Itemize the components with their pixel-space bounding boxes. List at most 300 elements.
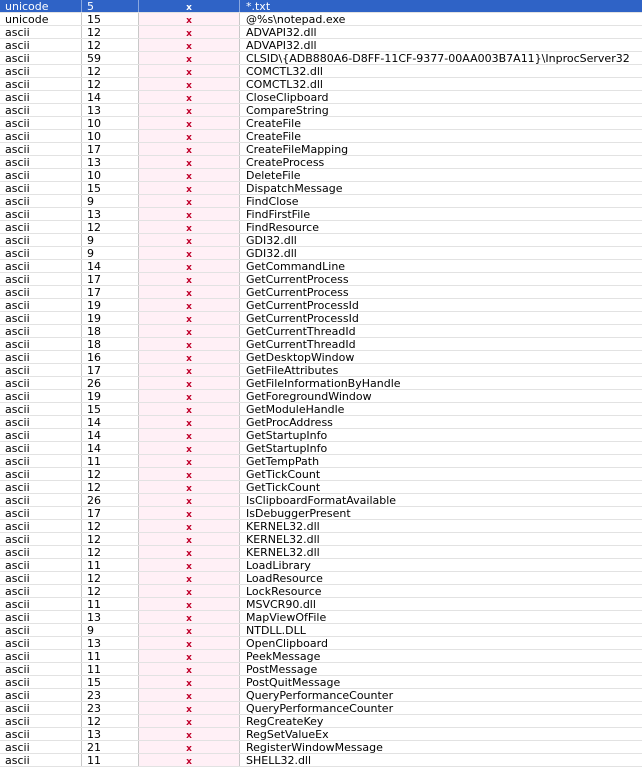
string-type-cell: ascii xyxy=(0,299,82,311)
string-type-cell: ascii xyxy=(0,195,82,207)
x-mark-icon: x xyxy=(186,81,192,90)
string-row[interactable] xyxy=(0,455,642,468)
string-value-cell: RegCreateKey xyxy=(246,715,324,727)
x-mark-icon: x xyxy=(186,510,192,519)
string-type-cell: ascii xyxy=(0,611,82,623)
string-length-cell: 17 xyxy=(82,364,139,376)
string-length-cell: 12 xyxy=(82,468,139,480)
flag-cell xyxy=(139,650,240,662)
flag-cell xyxy=(139,78,240,90)
string-length-cell: 11 xyxy=(82,754,139,766)
string-row[interactable] xyxy=(0,91,642,104)
x-mark-icon: x xyxy=(186,55,192,64)
flag-cell xyxy=(139,364,240,376)
x-mark-icon: x xyxy=(186,159,192,168)
string-row[interactable] xyxy=(0,559,642,572)
flag-cell xyxy=(139,0,240,12)
x-mark-icon: x xyxy=(186,276,192,285)
string-value-cell: GetCurrentThreadId xyxy=(246,338,356,350)
x-mark-icon: x xyxy=(186,172,192,181)
string-type-cell: ascii xyxy=(0,559,82,571)
string-value-cell: QueryPerformanceCounter xyxy=(246,702,394,714)
string-length-cell: 14 xyxy=(82,442,139,454)
string-value-cell: KERNEL32.dll xyxy=(246,520,320,532)
string-value-cell: PostMessage xyxy=(246,663,318,675)
string-row[interactable] xyxy=(0,0,642,13)
string-value-cell: GetFileInformationByHandle xyxy=(246,377,401,389)
string-value-cell: GetCurrentThreadId xyxy=(246,325,356,337)
string-row[interactable] xyxy=(0,182,642,195)
string-length-cell: 13 xyxy=(82,208,139,220)
x-mark-icon: x xyxy=(186,198,192,207)
string-type-cell: ascii xyxy=(0,442,82,454)
string-row[interactable] xyxy=(0,52,642,65)
string-row[interactable] xyxy=(0,442,642,455)
string-row[interactable] xyxy=(0,507,642,520)
string-length-cell: 14 xyxy=(82,91,139,103)
string-value-cell: NTDLL.DLL xyxy=(246,624,306,636)
flag-cell xyxy=(139,234,240,246)
x-mark-icon: x xyxy=(186,406,192,415)
string-value-cell: GetStartupInfo xyxy=(246,442,328,454)
string-type-cell: ascii xyxy=(0,221,82,233)
flag-cell xyxy=(139,182,240,194)
string-value-cell: COMCTL32.dll xyxy=(246,78,323,90)
string-length-cell: 12 xyxy=(82,533,139,545)
string-type-cell: ascii xyxy=(0,572,82,584)
string-row[interactable] xyxy=(0,39,642,52)
flag-cell xyxy=(139,143,240,155)
string-length-cell: 10 xyxy=(82,169,139,181)
string-row[interactable] xyxy=(0,390,642,403)
x-mark-icon: x xyxy=(186,731,192,740)
x-mark-icon: x xyxy=(186,393,192,402)
string-type-cell: ascii xyxy=(0,65,82,77)
x-mark-icon: x xyxy=(186,211,192,220)
string-type-cell: ascii xyxy=(0,650,82,662)
string-type-cell: ascii xyxy=(0,754,82,766)
string-value-cell: GetCurrentProcessId xyxy=(246,312,359,324)
string-length-cell: 14 xyxy=(82,260,139,272)
string-value-cell: LoadLibrary xyxy=(246,559,311,571)
string-value-cell: CreateFileMapping xyxy=(246,143,349,155)
string-length-cell: 12 xyxy=(82,39,139,51)
x-mark-icon: x xyxy=(186,29,192,38)
flag-cell xyxy=(139,585,240,597)
string-row[interactable] xyxy=(0,208,642,221)
string-length-cell: 13 xyxy=(82,156,139,168)
x-mark-icon: x xyxy=(186,549,192,558)
string-row[interactable] xyxy=(0,650,642,663)
string-row[interactable] xyxy=(0,468,642,481)
flag-cell xyxy=(139,338,240,350)
x-mark-icon: x xyxy=(186,627,192,636)
string-type-cell: ascii xyxy=(0,325,82,337)
flag-cell xyxy=(139,91,240,103)
x-mark-icon: x xyxy=(186,146,192,155)
string-value-cell: CreateFile xyxy=(246,130,301,142)
string-value-cell: RegSetValueEx xyxy=(246,728,329,740)
string-value-cell: GetTempPath xyxy=(246,455,320,467)
string-value-cell: GetTickCount xyxy=(246,481,321,493)
flag-cell xyxy=(139,546,240,558)
string-type-cell: ascii xyxy=(0,481,82,493)
string-row[interactable] xyxy=(0,403,642,416)
string-type-cell: ascii xyxy=(0,715,82,727)
string-length-cell: 13 xyxy=(82,637,139,649)
string-length-cell: 19 xyxy=(82,299,139,311)
string-value-cell: CLSID\{ADB880A6-D8FF-11CF-9377-00AA003B7A11}\InprocServer32 xyxy=(246,52,630,64)
flag-cell xyxy=(139,312,240,324)
string-value-cell: MSVCR90.dll xyxy=(246,598,316,610)
string-row[interactable] xyxy=(0,260,642,273)
string-type-cell: ascii xyxy=(0,52,82,64)
flag-cell xyxy=(139,403,240,415)
string-value-cell: GDI32.dll xyxy=(246,247,297,259)
flag-cell xyxy=(139,572,240,584)
string-row[interactable] xyxy=(0,377,642,390)
x-mark-icon: x xyxy=(186,120,192,129)
string-type-cell: ascii xyxy=(0,377,82,389)
x-mark-icon: x xyxy=(186,757,192,766)
flag-cell xyxy=(139,637,240,649)
flag-cell xyxy=(139,52,240,64)
string-length-cell: 12 xyxy=(82,585,139,597)
string-length-cell: 12 xyxy=(82,715,139,727)
flag-cell xyxy=(139,520,240,532)
string-length-cell: 19 xyxy=(82,312,139,324)
string-row[interactable] xyxy=(0,221,642,234)
string-row[interactable] xyxy=(0,637,642,650)
string-type-cell: ascii xyxy=(0,182,82,194)
string-type-cell: ascii xyxy=(0,689,82,701)
string-length-cell: 13 xyxy=(82,611,139,623)
string-value-cell: GetTickCount xyxy=(246,468,321,480)
string-row[interactable] xyxy=(0,598,642,611)
string-length-cell: 26 xyxy=(82,377,139,389)
x-mark-icon: x xyxy=(186,94,192,103)
x-mark-icon: x xyxy=(186,484,192,493)
string-type-cell: ascii xyxy=(0,351,82,363)
string-row[interactable] xyxy=(0,663,642,676)
string-row[interactable] xyxy=(0,676,642,689)
string-row[interactable] xyxy=(0,156,642,169)
string-row[interactable] xyxy=(0,169,642,182)
string-row[interactable] xyxy=(0,234,642,247)
string-type-cell: ascii xyxy=(0,494,82,506)
flag-cell xyxy=(139,507,240,519)
string-value-cell: IsDebuggerPresent xyxy=(246,507,351,519)
string-row[interactable] xyxy=(0,273,642,286)
string-value-cell: GetModuleHandle xyxy=(246,403,345,415)
string-length-cell: 15 xyxy=(82,13,139,25)
string-row[interactable] xyxy=(0,624,642,637)
string-type-cell: ascii xyxy=(0,663,82,675)
string-row[interactable] xyxy=(0,741,642,754)
flag-cell xyxy=(139,494,240,506)
flag-cell xyxy=(139,741,240,753)
string-row[interactable] xyxy=(0,689,642,702)
x-mark-icon: x xyxy=(186,302,192,311)
string-type-cell: ascii xyxy=(0,286,82,298)
string-row[interactable] xyxy=(0,65,642,78)
flag-cell xyxy=(139,156,240,168)
string-length-cell: 59 xyxy=(82,52,139,64)
x-mark-icon: x xyxy=(186,679,192,688)
x-mark-icon: x xyxy=(186,666,192,675)
string-row[interactable] xyxy=(0,338,642,351)
string-length-cell: 10 xyxy=(82,130,139,142)
string-value-cell: GetProcAddress xyxy=(246,416,333,428)
string-row[interactable] xyxy=(0,351,642,364)
string-row[interactable] xyxy=(0,325,642,338)
string-length-cell: 14 xyxy=(82,429,139,441)
string-length-cell: 11 xyxy=(82,559,139,571)
string-length-cell: 15 xyxy=(82,403,139,415)
string-type-cell: ascii xyxy=(0,403,82,415)
x-mark-icon: x xyxy=(186,367,192,376)
flag-cell xyxy=(139,13,240,25)
flag-cell xyxy=(139,325,240,337)
string-type-cell: ascii xyxy=(0,702,82,714)
string-type-cell: ascii xyxy=(0,208,82,220)
string-type-cell: ascii xyxy=(0,91,82,103)
x-mark-icon: x xyxy=(186,315,192,324)
x-mark-icon: x xyxy=(186,42,192,51)
flag-cell xyxy=(139,624,240,636)
flag-cell xyxy=(139,26,240,38)
flag-cell xyxy=(139,351,240,363)
string-row[interactable] xyxy=(0,494,642,507)
string-row[interactable] xyxy=(0,429,642,442)
string-length-cell: 13 xyxy=(82,728,139,740)
string-length-cell: 11 xyxy=(82,455,139,467)
x-mark-icon: x xyxy=(186,341,192,350)
string-value-cell: OpenClipboard xyxy=(246,637,328,649)
string-row[interactable] xyxy=(0,585,642,598)
string-length-cell: 9 xyxy=(82,624,139,636)
string-length-cell: 12 xyxy=(82,481,139,493)
string-value-cell: GetCurrentProcess xyxy=(246,286,349,298)
flag-cell xyxy=(139,130,240,142)
flag-cell xyxy=(139,689,240,701)
string-row[interactable] xyxy=(0,533,642,546)
string-row[interactable] xyxy=(0,143,642,156)
string-length-cell: 18 xyxy=(82,338,139,350)
string-length-cell: 9 xyxy=(82,247,139,259)
string-type-cell: ascii xyxy=(0,507,82,519)
string-type-cell: ascii xyxy=(0,676,82,688)
x-mark-icon: x xyxy=(186,263,192,272)
x-mark-icon: x xyxy=(186,536,192,545)
string-value-cell: CompareString xyxy=(246,104,329,116)
string-row[interactable] xyxy=(0,546,642,559)
string-value-cell: GetCommandLine xyxy=(246,260,346,272)
string-type-cell: ascii xyxy=(0,338,82,350)
x-mark-icon: x xyxy=(186,185,192,194)
flag-cell xyxy=(139,728,240,740)
string-type-cell: ascii xyxy=(0,130,82,142)
string-value-cell: MapViewOfFile xyxy=(246,611,327,623)
flag-cell xyxy=(139,598,240,610)
string-row[interactable] xyxy=(0,364,642,377)
x-mark-icon: x xyxy=(186,237,192,246)
string-row[interactable] xyxy=(0,299,642,312)
string-value-cell: CreateProcess xyxy=(246,156,325,168)
string-type-cell: ascii xyxy=(0,26,82,38)
string-row[interactable] xyxy=(0,117,642,130)
string-length-cell: 23 xyxy=(82,689,139,701)
string-value-cell: GetCurrentProcessId xyxy=(246,299,359,311)
string-value-cell: KERNEL32.dll xyxy=(246,546,320,558)
x-mark-icon: x xyxy=(186,432,192,441)
x-mark-icon: x xyxy=(186,601,192,610)
string-row[interactable] xyxy=(0,754,642,767)
string-type-cell: ascii xyxy=(0,247,82,259)
x-mark-icon: x xyxy=(186,419,192,428)
string-length-cell: 13 xyxy=(82,104,139,116)
string-type-cell: ascii xyxy=(0,390,82,402)
string-length-cell: 15 xyxy=(82,182,139,194)
flag-cell xyxy=(139,611,240,623)
string-type-cell: ascii xyxy=(0,624,82,636)
string-value-cell: PostQuitMessage xyxy=(246,676,341,688)
x-mark-icon: x xyxy=(186,133,192,142)
string-row[interactable] xyxy=(0,247,642,260)
string-row[interactable] xyxy=(0,715,642,728)
string-type-cell: ascii xyxy=(0,429,82,441)
flag-cell xyxy=(139,273,240,285)
string-type-cell: ascii xyxy=(0,416,82,428)
string-length-cell: 9 xyxy=(82,234,139,246)
x-mark-icon: x xyxy=(186,354,192,363)
string-length-cell: 14 xyxy=(82,416,139,428)
flag-cell xyxy=(139,429,240,441)
string-value-cell: GDI32.dll xyxy=(246,234,297,246)
string-row[interactable] xyxy=(0,130,642,143)
string-row[interactable] xyxy=(0,13,642,26)
string-value-cell: KERNEL32.dll xyxy=(246,533,320,545)
x-mark-icon: x xyxy=(186,744,192,753)
string-type-cell: ascii xyxy=(0,169,82,181)
x-mark-icon: x xyxy=(186,523,192,532)
string-type-cell: ascii xyxy=(0,546,82,558)
x-mark-icon: x xyxy=(186,471,192,480)
flag-cell xyxy=(139,442,240,454)
string-length-cell: 17 xyxy=(82,273,139,285)
string-row[interactable] xyxy=(0,416,642,429)
x-mark-icon: x xyxy=(186,380,192,389)
flag-cell xyxy=(139,468,240,480)
string-type-cell: ascii xyxy=(0,598,82,610)
x-mark-icon: x xyxy=(186,3,192,12)
flag-cell xyxy=(139,702,240,714)
x-mark-icon: x xyxy=(186,328,192,337)
x-mark-icon: x xyxy=(186,575,192,584)
flag-cell xyxy=(139,416,240,428)
string-type-cell: unicode xyxy=(0,13,82,25)
string-length-cell: 17 xyxy=(82,286,139,298)
x-mark-icon: x xyxy=(186,588,192,597)
string-type-cell: ascii xyxy=(0,364,82,376)
string-type-cell: ascii xyxy=(0,156,82,168)
string-type-cell: unicode xyxy=(0,0,82,12)
string-type-cell: ascii xyxy=(0,741,82,753)
x-mark-icon: x xyxy=(186,68,192,77)
string-type-cell: ascii xyxy=(0,468,82,480)
string-value-cell: DispatchMessage xyxy=(246,182,343,194)
string-row[interactable] xyxy=(0,286,642,299)
string-row[interactable] xyxy=(0,481,642,494)
string-type-cell: ascii xyxy=(0,533,82,545)
string-row[interactable] xyxy=(0,728,642,741)
string-type-cell: ascii xyxy=(0,273,82,285)
x-mark-icon: x xyxy=(186,16,192,25)
flag-cell xyxy=(139,39,240,51)
x-mark-icon: x xyxy=(186,497,192,506)
x-mark-icon: x xyxy=(186,718,192,727)
string-length-cell: 11 xyxy=(82,598,139,610)
string-length-cell: 9 xyxy=(82,195,139,207)
flag-cell xyxy=(139,117,240,129)
flag-cell xyxy=(139,663,240,675)
string-type-cell: ascii xyxy=(0,39,82,51)
string-type-cell: ascii xyxy=(0,260,82,272)
x-mark-icon: x xyxy=(186,692,192,701)
string-type-cell: ascii xyxy=(0,312,82,324)
string-type-cell: ascii xyxy=(0,234,82,246)
string-type-cell: ascii xyxy=(0,117,82,129)
string-length-cell: 12 xyxy=(82,221,139,233)
string-length-cell: 12 xyxy=(82,78,139,90)
string-row[interactable] xyxy=(0,572,642,585)
x-mark-icon: x xyxy=(186,107,192,116)
string-value-cell: GetForegroundWindow xyxy=(246,390,372,402)
string-type-cell: ascii xyxy=(0,143,82,155)
string-row[interactable] xyxy=(0,195,642,208)
x-mark-icon: x xyxy=(186,224,192,233)
flag-cell xyxy=(139,169,240,181)
string-value-cell: GetDesktopWindow xyxy=(246,351,355,363)
flag-cell xyxy=(139,65,240,77)
string-row[interactable] xyxy=(0,26,642,39)
string-value-cell: DeleteFile xyxy=(246,169,301,181)
string-length-cell: 18 xyxy=(82,325,139,337)
string-length-cell: 17 xyxy=(82,143,139,155)
string-type-cell: ascii xyxy=(0,455,82,467)
flag-cell xyxy=(139,195,240,207)
string-row[interactable] xyxy=(0,702,642,715)
x-mark-icon: x xyxy=(186,653,192,662)
string-type-cell: ascii xyxy=(0,637,82,649)
string-value-cell: @%s\notepad.exe xyxy=(246,13,346,25)
string-length-cell: 19 xyxy=(82,390,139,402)
flag-cell xyxy=(139,377,240,389)
string-type-cell: ascii xyxy=(0,728,82,740)
string-row[interactable] xyxy=(0,104,642,117)
flag-cell xyxy=(139,715,240,727)
string-value-cell: LoadResource xyxy=(246,572,323,584)
flag-cell xyxy=(139,286,240,298)
string-row[interactable] xyxy=(0,520,642,533)
string-row[interactable] xyxy=(0,312,642,325)
string-value-cell: ADVAPI32.dll xyxy=(246,39,317,51)
string-row[interactable] xyxy=(0,611,642,624)
string-length-cell: 10 xyxy=(82,117,139,129)
string-row[interactable] xyxy=(0,78,642,91)
string-value-cell: IsClipboardFormatAvailable xyxy=(246,494,397,506)
string-length-cell: 11 xyxy=(82,650,139,662)
